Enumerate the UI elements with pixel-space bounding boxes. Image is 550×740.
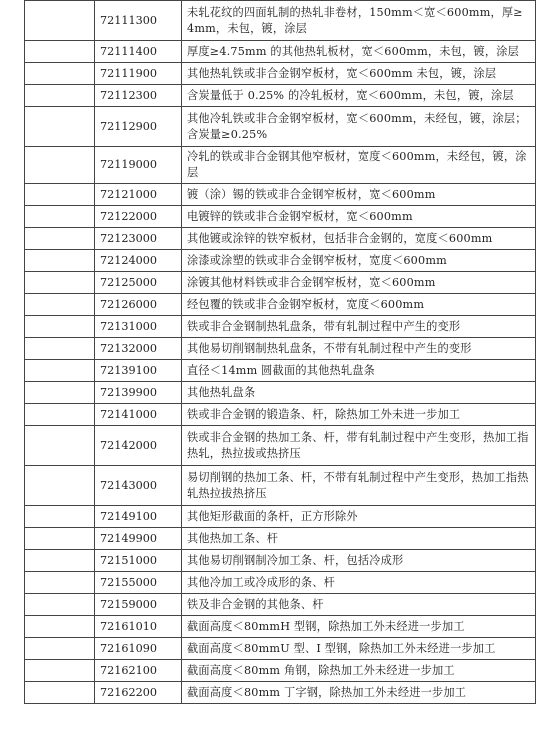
description-cell: 截面高度＜80mm 丁字钢，除热加工外未经进一步加工	[182, 682, 536, 704]
code-cell: 72162200	[95, 682, 182, 704]
table-row	[25, 184, 536, 206]
blank-cell	[25, 594, 95, 616]
code-cell: 72155000	[95, 572, 182, 594]
description-cell: 其他冷轧铁或非合金钢窄板材，宽＜600mm，未经包，镀，涂层；含炭量≥0.25%	[182, 107, 536, 147]
table-row	[25, 316, 536, 338]
description-cell: 其他热轧铁或非合金钢窄板材，宽＜600mm 未包，镀，涂层	[182, 63, 536, 85]
table-row	[25, 528, 536, 550]
description-cell: 其他镀或涂锌的铁窄板材，包括非合金钢的，宽度＜600mm	[182, 228, 536, 250]
description-cell: 其他易切削钢制冷加工条、杆，包括冷成形	[182, 550, 536, 572]
table-row	[25, 616, 536, 638]
table-row	[25, 1, 536, 41]
description-cell: 厚度≥4.75mm 的其他热轧板材，宽＜600mm，未包，镀，涂层	[182, 41, 536, 63]
code-cell: 72159000	[95, 594, 182, 616]
description-cell: 其他热加工条、杆	[182, 528, 536, 550]
code-cell: 72139100	[95, 360, 182, 382]
blank-cell	[25, 107, 95, 147]
blank-cell	[25, 184, 95, 206]
description-cell: 铁或非合金钢的锻造条、杆，除热加工外未进一步加工	[182, 404, 536, 426]
description-cell: 冷轧的铁或非合金钢其他窄板材，宽度＜600mm，未经包，镀，涂层	[182, 147, 536, 184]
blank-cell	[25, 294, 95, 316]
code-cell: 72121000	[95, 184, 182, 206]
code-cell: 72143000	[95, 466, 182, 506]
description-cell: 截面高度＜80mm 角钢，除热加工外未经进一步加工	[182, 660, 536, 682]
code-cell: 72111900	[95, 63, 182, 85]
table-row	[25, 206, 536, 228]
blank-cell	[25, 228, 95, 250]
blank-cell	[25, 616, 95, 638]
code-cell: 72142000	[95, 426, 182, 466]
code-cell: 72111400	[95, 41, 182, 63]
table-row	[25, 63, 536, 85]
table-row	[25, 360, 536, 382]
table-row	[25, 572, 536, 594]
table-row	[25, 682, 536, 704]
table-row	[25, 426, 536, 466]
blank-cell	[25, 660, 95, 682]
description-cell: 涂镀其他材料铁或非合金钢窄板材，宽＜600mm	[182, 272, 536, 294]
code-cell: 72139900	[95, 382, 182, 404]
code-cell: 72123000	[95, 228, 182, 250]
blank-cell	[25, 147, 95, 184]
table-row	[25, 147, 536, 184]
blank-cell	[25, 338, 95, 360]
table-row	[25, 41, 536, 63]
code-cell: 72162100	[95, 660, 182, 682]
table-row	[25, 404, 536, 426]
code-cell: 72131000	[95, 316, 182, 338]
description-cell: 涂漆或涂塑的铁或非合金钢窄板材，宽度＜600mm	[182, 250, 536, 272]
table-row	[25, 228, 536, 250]
description-cell: 镀（涂）锡的铁或非合金钢窄板材，宽＜600mm	[182, 184, 536, 206]
blank-cell	[25, 41, 95, 63]
description-cell: 铁或非合金钢制热轧盘条，带有轧制过程中产生的变形	[182, 316, 536, 338]
description-cell: 铁及非合金钢的其他条、杆	[182, 594, 536, 616]
code-cell: 72126000	[95, 294, 182, 316]
code-cell: 72161010	[95, 616, 182, 638]
blank-cell	[25, 466, 95, 506]
blank-cell	[25, 206, 95, 228]
code-cell: 72124000	[95, 250, 182, 272]
code-cell: 72149900	[95, 528, 182, 550]
code-cell: 72149100	[95, 506, 182, 528]
blank-cell	[25, 1, 95, 41]
blank-cell	[25, 360, 95, 382]
blank-cell	[25, 382, 95, 404]
description-cell: 其他热轧盘条	[182, 382, 536, 404]
description-cell: 直径＜14mm 圆截面的其他热轧盘条	[182, 360, 536, 382]
table-row	[25, 272, 536, 294]
description-cell: 易切削钢的热加工条、杆，不带有轧制过程中产生变形，热加工指热轧热拉拔热挤压	[182, 466, 536, 506]
blank-cell	[25, 682, 95, 704]
description-cell: 电镀锌的铁或非合金钢窄板材，宽＜600mm	[182, 206, 536, 228]
blank-cell	[25, 63, 95, 85]
code-cell: 72122000	[95, 206, 182, 228]
blank-cell	[25, 550, 95, 572]
table-row	[25, 550, 536, 572]
description-cell: 截面高度＜80mmH 型钢，除热加工外未经进一步加工	[182, 616, 536, 638]
table-row	[25, 594, 536, 616]
blank-cell	[25, 250, 95, 272]
code-cell: 72112300	[95, 85, 182, 107]
tariff-code-table	[24, 0, 536, 704]
table-body	[25, 1, 536, 704]
description-cell: 其他矩形截面的条杆，正方形除外	[182, 506, 536, 528]
code-cell: 72119000	[95, 147, 182, 184]
blank-cell	[25, 528, 95, 550]
table-row	[25, 85, 536, 107]
code-cell: 72161090	[95, 638, 182, 660]
description-cell: 其他冷加工或冷成形的条、杆	[182, 572, 536, 594]
code-cell: 72112900	[95, 107, 182, 147]
table-row	[25, 250, 536, 272]
description-cell: 其他易切削钢制热轧盘条，不带有轧制过程中产生的变形	[182, 338, 536, 360]
table-row	[25, 338, 536, 360]
code-cell: 72151000	[95, 550, 182, 572]
blank-cell	[25, 638, 95, 660]
code-cell: 72132000	[95, 338, 182, 360]
table-row	[25, 466, 536, 506]
description-cell: 含炭量低于 0.25% 的冷轧板材，宽＜600mm，未包，镀，涂层	[182, 85, 536, 107]
table-row	[25, 382, 536, 404]
code-cell: 72111300	[95, 1, 182, 41]
description-cell: 未轧花纹的四面轧制的热轧非卷材，150mm＜宽＜600mm，厚≥4mm，未包，镀，涂层	[182, 1, 536, 41]
description-cell: 经包覆的铁或非合金钢窄板材，宽度＜600mm	[182, 294, 536, 316]
table-row	[25, 638, 536, 660]
blank-cell	[25, 85, 95, 107]
table-row	[25, 660, 536, 682]
table-row	[25, 506, 536, 528]
blank-cell	[25, 506, 95, 528]
code-cell: 72125000	[95, 272, 182, 294]
blank-cell	[25, 572, 95, 594]
blank-cell	[25, 426, 95, 466]
description-cell: 截面高度＜80mmU 型、I 型钢，除热加工外未经进一步加工	[182, 638, 536, 660]
table-row	[25, 294, 536, 316]
table-row	[25, 107, 536, 147]
code-cell: 72141000	[95, 404, 182, 426]
blank-cell	[25, 316, 95, 338]
blank-cell	[25, 272, 95, 294]
blank-cell	[25, 404, 95, 426]
description-cell: 铁或非合金钢的热加工条、杆，带有轧制过程中产生变形，热加工指热轧，热拉拔或热挤压	[182, 426, 536, 466]
